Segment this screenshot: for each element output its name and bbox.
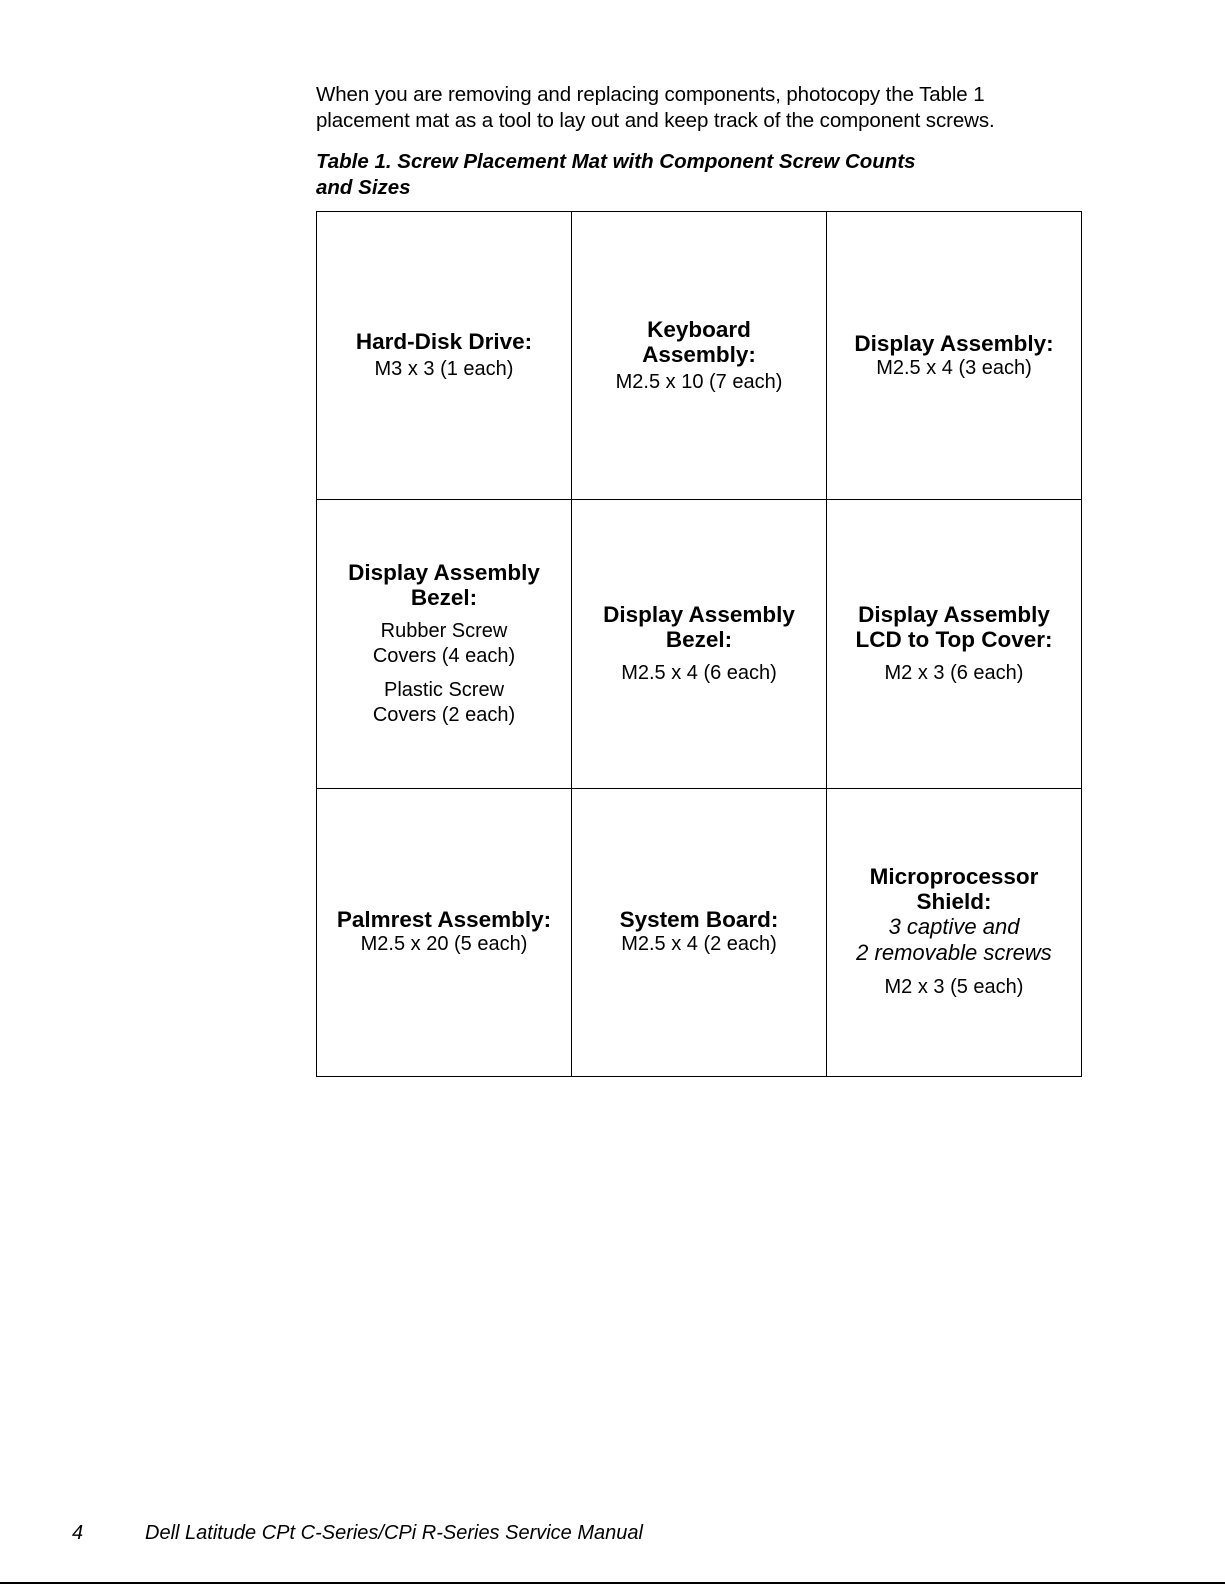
cell-title: Display Assembly: <box>854 330 1054 356</box>
cell-spec: M2.5 x 4 (3 each) <box>876 356 1032 379</box>
bottom-divider <box>0 1582 1225 1584</box>
cell-title: Display Assembly <box>603 601 795 627</box>
cell-title: System Board: <box>619 907 779 933</box>
cell-system-board <box>572 788 827 1076</box>
cell-title: Palmrest Assembly: <box>336 907 552 933</box>
cell-title: Keyboard <box>647 316 751 342</box>
cell-spec: M2.5 x 4 (6 each) <box>621 661 777 684</box>
intro-paragraph <box>316 82 1096 134</box>
cell-lcd-to-top-cover <box>827 500 1082 788</box>
table-caption <box>316 149 1036 201</box>
cell-spec: Covers (4 each) <box>372 644 516 667</box>
cell-keyboard-assembly <box>572 212 827 500</box>
cell-title: Microprocessor <box>869 864 1039 890</box>
cell-spec: M3 x 3 (1 each) <box>374 358 514 381</box>
manual-title: Dell Latitude CPt C-Series/CPi R-Series Service Manual <box>145 1522 643 1544</box>
screw-placement-mat <box>316 211 1082 1077</box>
cell-spec: Covers (2 each) <box>372 703 516 726</box>
cell-title: Shield: <box>916 889 992 915</box>
cell-spec: M2.5 x 10 (7 each) <box>615 370 783 393</box>
cell-spec: M2.5 x 20 (5 each) <box>360 933 528 956</box>
intro-line-1: When you are removing and replacing components, photocopy the Table 1 <box>316 83 985 106</box>
cell-spec: M2.5 x 4 (2 each) <box>621 933 777 956</box>
cell-microprocessor-shield <box>827 788 1082 1076</box>
cell-spec: Rubber Screw <box>380 619 508 642</box>
cell-title: Bezel: <box>665 626 733 652</box>
cell-title: Display Assembly <box>348 559 540 585</box>
cell-note: 3 captive and <box>888 914 1020 940</box>
cell-note: 2 removable screws <box>856 940 1052 966</box>
cell-spec: M2 x 3 (5 each) <box>884 976 1024 999</box>
cell-display-bezel-screws <box>572 500 827 788</box>
table-row <box>317 500 1082 788</box>
caption-line-1: Table 1. Screw Placement Mat with Component Screw Counts <box>316 150 916 173</box>
cell-spec: Plastic Screw <box>383 678 505 701</box>
cell-display-assembly <box>827 212 1082 500</box>
cell-palmrest-assembly <box>317 788 572 1076</box>
cell-hard-disk-drive <box>317 212 572 500</box>
table-row <box>317 788 1082 1076</box>
cell-title: Bezel: <box>410 584 478 610</box>
cell-title: Assembly: <box>642 341 756 367</box>
caption-line-2: and Sizes <box>316 176 411 199</box>
cell-title: LCD to Top Cover: <box>855 626 1053 652</box>
page-number: 4 <box>72 1522 84 1544</box>
cell-title: Hard-Disk Drive: <box>355 329 533 355</box>
cell-spec: M2 x 3 (6 each) <box>884 661 1024 684</box>
cell-display-bezel-covers <box>317 500 572 788</box>
table-row <box>317 212 1082 500</box>
intro-line-2: placement mat as a tool to lay out and keep track of the component screws. <box>316 109 995 132</box>
cell-title: Display Assembly <box>858 601 1050 627</box>
